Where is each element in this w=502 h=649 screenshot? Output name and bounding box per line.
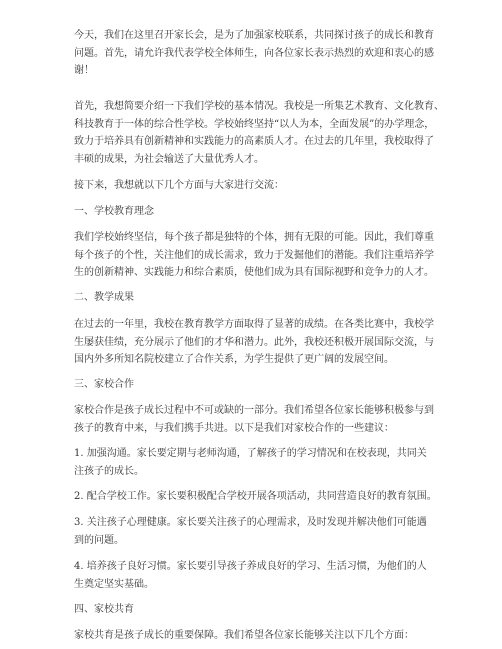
heading-text: 四、家校共育 xyxy=(74,604,134,615)
transition-paragraph xyxy=(74,177,434,195)
text-line: 在过去的一年里，我校在教育教学方面取得了显著的成绩。在各类比赛中，我校学 xyxy=(74,319,434,330)
section-1-paragraph xyxy=(74,229,434,282)
suggestion-1 xyxy=(74,445,434,480)
heading-text: 三、家校合作 xyxy=(74,379,134,390)
text-line: 每个孩子的个性，关注他们的成长需求，致力于发掘他们的潜能。我们注重培养学 xyxy=(74,249,434,261)
text-line: 3. 关注孩子心理健康。家长要关注孩子的心理需求，及时发现并解决他们可能遇 xyxy=(74,517,427,528)
text-line: 家校共育是孩子成长的重要保障。我们希望各位家长能够关注以下几个方面： xyxy=(74,630,414,641)
text-line: 今天，我们在这里召开家长会，是为了加强家校联系，共同探讨孩子的成长和教育 xyxy=(74,30,434,41)
text-line: 孩子的教育中来，与我们携手共进。以下是我们对家校合作的一些建议： xyxy=(74,422,394,434)
text-line: 4. 培养孩子良好习惯。家长要引导孩子养成良好的学习、生活习惯，为他们的人 xyxy=(74,561,427,572)
text-line: 生奠定坚实基础。 xyxy=(74,578,154,590)
text-line: 问题。首先，请允许我代表学校全体师生，向各位家长表示热烈的欢迎和衷心的感 xyxy=(74,47,434,59)
text-line: 致力于培养具有创新精神和实践能力的高素质人才。在过去的几年里，我校取得了 xyxy=(74,136,434,147)
text-line: 谢！ xyxy=(74,65,94,76)
intro-paragraph xyxy=(74,27,434,80)
text-line: 注孩子的成长。 xyxy=(74,465,144,477)
text-line: 首先，我想简要介绍一下我们学校的基本情况。我校是一所集艺术教育、文化教育、 xyxy=(74,101,444,112)
section-heading-1 xyxy=(74,203,434,221)
text-line: 1. 加强沟通。家长要定期与老师沟通，了解孩子的学习情况和在校表现，共同关 xyxy=(74,448,427,459)
suggestion-3 xyxy=(74,514,434,549)
section-heading-3 xyxy=(74,376,434,394)
school-intro-paragraph xyxy=(74,98,444,168)
section-3-paragraph xyxy=(74,402,434,437)
text-line: 接下来，我想就以下几个方面与大家进行交流： xyxy=(74,180,284,191)
section-heading-2 xyxy=(74,289,434,307)
text-line: 科技教育于一体的综合性学校。学校始终坚持“以人为本，全面发展”的办学理念， xyxy=(74,118,435,130)
suggestion-4 xyxy=(74,558,434,593)
text-line: 国内外多所知名院校建立了合作关系，为学生提供了更广阔的发展空间。 xyxy=(74,354,394,365)
text-line: 到的问题。 xyxy=(74,534,124,546)
text-line: 2. 配合学校工作。家长要积极配合学校开展各项活动，共同营造良好的教育氛围。 xyxy=(74,491,437,502)
text-line: 我们学校始终坚信，每个孩子都是独特的个体，拥有无限的可能。因此，我们尊重 xyxy=(74,232,434,243)
heading-text: 一、学校教育理念 xyxy=(74,206,154,217)
text-line: 丰硕的成果，为社会输送了大量优秀人才。 xyxy=(74,153,264,165)
section-4-paragraph xyxy=(74,627,434,645)
section-2-paragraph xyxy=(74,316,434,369)
section-heading-4 xyxy=(74,601,434,619)
suggestion-2 xyxy=(74,488,437,506)
text-line: 家校合作是孩子成长过程中不可或缺的一部分。我们希望各位家长能够积极参与到 xyxy=(74,405,434,416)
text-line: 生屡获佳绩，充分展示了他们的才华和潜力。此外，我校还积极开展国际交流，与 xyxy=(74,336,434,348)
text-line: 生的创新精神、实践能力和综合素质，使他们成为具有国际视野和竞争力的人才。 xyxy=(74,267,434,278)
heading-text: 二、教学成果 xyxy=(74,292,134,303)
